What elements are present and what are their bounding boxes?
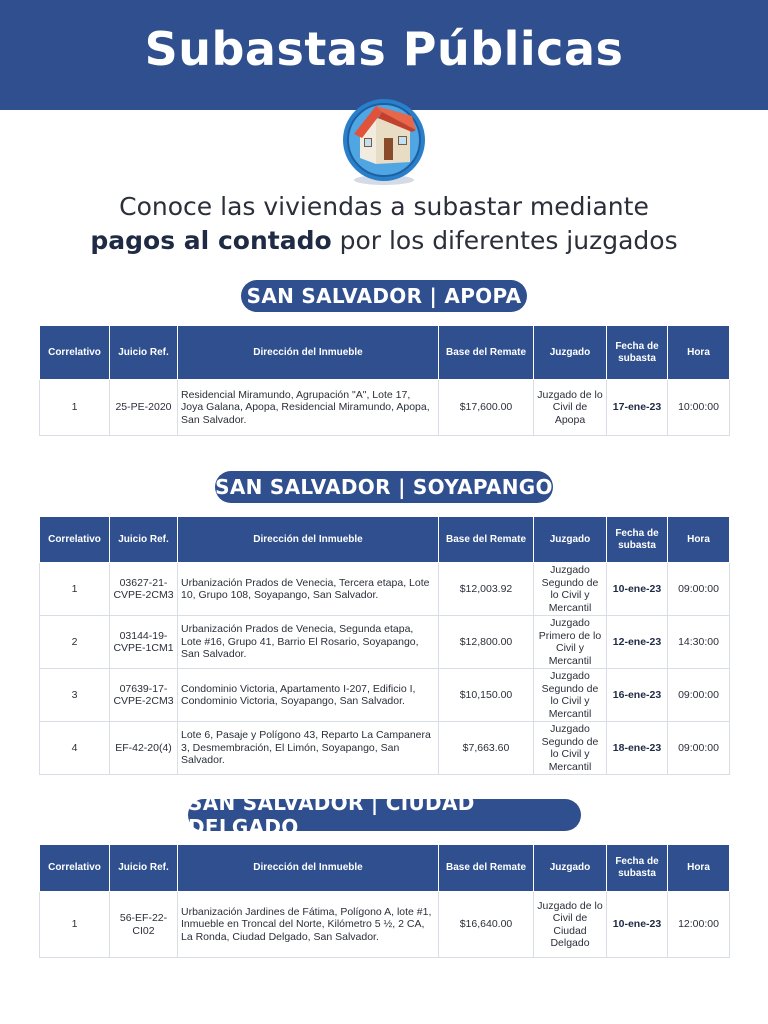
col-base: Base del Remate: [439, 845, 534, 892]
col-base: Base del Remate: [439, 517, 534, 563]
house-icon: [338, 92, 430, 188]
cell-hora: 12:00:00: [668, 892, 730, 958]
cell-base: $12,003.92: [439, 563, 534, 616]
table-row: [40, 563, 730, 616]
col-juzgado: Juzgado: [534, 326, 607, 380]
auction-table-soyapango: [39, 516, 730, 775]
cell-hora: 09:00:00: [668, 563, 730, 616]
col-hora: Hora: [668, 326, 730, 380]
cell-juicio: EF-42-20(4): [110, 722, 178, 775]
cell-direccion: Condominio Victoria, Apartamento I-207, Edificio I, Condominio Victoria, Soyapango, San Salvador.: [178, 669, 439, 722]
cell-direccion: Residencial Miramundo, Agrupación "A", Lote 17, Joya Galana, Apopa, Residencial Miramundo, Apopa, San Salvador.: [178, 380, 439, 436]
cell-correlativo: 4: [40, 722, 110, 775]
cell-fecha: 16-ene-23: [607, 669, 668, 722]
auction-table-ciudad-delgado: [39, 844, 730, 958]
col-juicio: Juicio Ref.: [110, 845, 178, 892]
cell-fecha: 18-ene-23: [607, 722, 668, 775]
col-hora: Hora: [668, 845, 730, 892]
table-row: [40, 616, 730, 669]
cell-correlativo: 1: [40, 563, 110, 616]
cell-hora: 14:30:00: [668, 616, 730, 669]
cell-juicio: 25-PE-2020: [110, 380, 178, 436]
intro-line-1: Conoce las viviendas a subastar mediante: [119, 192, 649, 221]
cell-base: $12,800.00: [439, 616, 534, 669]
cell-hora: 10:00:00: [668, 380, 730, 436]
cell-juzgado: Juzgado Segundo de lo Civil y Mercantil: [534, 563, 607, 616]
cell-juzgado: Juzgado Segundo de lo Civil y Mercantil: [534, 669, 607, 722]
cell-direccion: Urbanización Prados de Venecia, Tercera etapa, Lote 10, Grupo 108, Soyapango, San Salvador.: [178, 563, 439, 616]
section-title-soyapango: SAN SALVADOR | SOYAPANGO: [215, 471, 553, 503]
col-direccion: Dirección del Inmueble: [178, 845, 439, 892]
cell-base: $7,663.60: [439, 722, 534, 775]
table-header-row: [40, 845, 730, 892]
col-fecha: Fecha de subasta: [607, 326, 668, 380]
table-row: [40, 722, 730, 775]
col-direccion: Dirección del Inmueble: [178, 326, 439, 380]
cell-juzgado: Juzgado de lo Civil de Apopa: [534, 380, 607, 436]
cell-direccion: Urbanización Prados de Venecia, Segunda etapa, Lote #16, Grupo 41, Barrio El Rosario, Soyapango, San Salvador.: [178, 616, 439, 669]
intro-rest: por los diferentes juzgados: [331, 226, 678, 255]
table-row: [40, 380, 730, 436]
cell-juicio: 03627-21-CVPE-2CM3: [110, 563, 178, 616]
cell-correlativo: 1: [40, 892, 110, 958]
table-header-row: [40, 517, 730, 563]
cell-hora: 09:00:00: [668, 722, 730, 775]
section-title-ciudad-delgado: SAN SALVADOR | CIUDAD DELGADO: [188, 799, 581, 831]
cell-correlativo: 3: [40, 669, 110, 722]
auction-table-apopa: [39, 325, 730, 436]
cell-correlativo: 2: [40, 616, 110, 669]
col-juzgado: Juzgado: [534, 845, 607, 892]
cell-direccion: Urbanización Jardines de Fátima, Polígono A, lote #1, Inmueble en Troncal del Norte, Kilómetro 5 ½, 2 CA, La Ronda, Ciudad Delgado, San Salvador.: [178, 892, 439, 958]
cell-direccion: Lote 6, Pasaje y Polígono 43, Reparto La Campanera 3, Desmembración, El Limón, Soyapango, San Salvador.: [178, 722, 439, 775]
cell-juzgado: Juzgado Primero de lo Civil y Mercantil: [534, 616, 607, 669]
cell-hora: 09:00:00: [668, 669, 730, 722]
col-correlativo: Correlativo: [40, 517, 110, 563]
cell-fecha: 10-ene-23: [607, 892, 668, 958]
cell-base: $10,150.00: [439, 669, 534, 722]
intro-bold: pagos al contado: [90, 226, 332, 255]
col-fecha: Fecha de subasta: [607, 517, 668, 563]
col-base: Base del Remate: [439, 326, 534, 380]
col-hora: Hora: [668, 517, 730, 563]
col-juicio: Juicio Ref.: [110, 326, 178, 380]
intro-line-2: [0, 224, 768, 258]
table-header-row: [40, 326, 730, 380]
cell-fecha: 12-ene-23: [607, 616, 668, 669]
cell-base: $16,640.00: [439, 892, 534, 958]
col-fecha: Fecha de subasta: [607, 845, 668, 892]
col-correlativo: Correlativo: [40, 845, 110, 892]
cell-base: $17,600.00: [439, 380, 534, 436]
cell-juicio: 07639-17-CVPE-2CM3: [110, 669, 178, 722]
cell-fecha: 17-ene-23: [607, 380, 668, 436]
table-row: [40, 669, 730, 722]
cell-correlativo: 1: [40, 380, 110, 436]
cell-juzgado: Juzgado Segundo de lo Civil y Mercantil: [534, 722, 607, 775]
col-juzgado: Juzgado: [534, 517, 607, 563]
col-direccion: Dirección del Inmueble: [178, 517, 439, 563]
cell-fecha: 10-ene-23: [607, 563, 668, 616]
cell-juicio: 56-EF-22-CI02: [110, 892, 178, 958]
cell-juzgado: Juzgado de lo Civil de Ciudad Delgado: [534, 892, 607, 958]
table-row: [40, 892, 730, 958]
intro-text: [0, 190, 768, 258]
section-title-apopa: SAN SALVADOR | APOPA: [241, 280, 527, 312]
page-title: Subastas Públicas: [144, 22, 624, 76]
col-correlativo: Correlativo: [40, 326, 110, 380]
col-juicio: Juicio Ref.: [110, 517, 178, 563]
cell-juicio: 03144-19-CVPE-1CM1: [110, 616, 178, 669]
